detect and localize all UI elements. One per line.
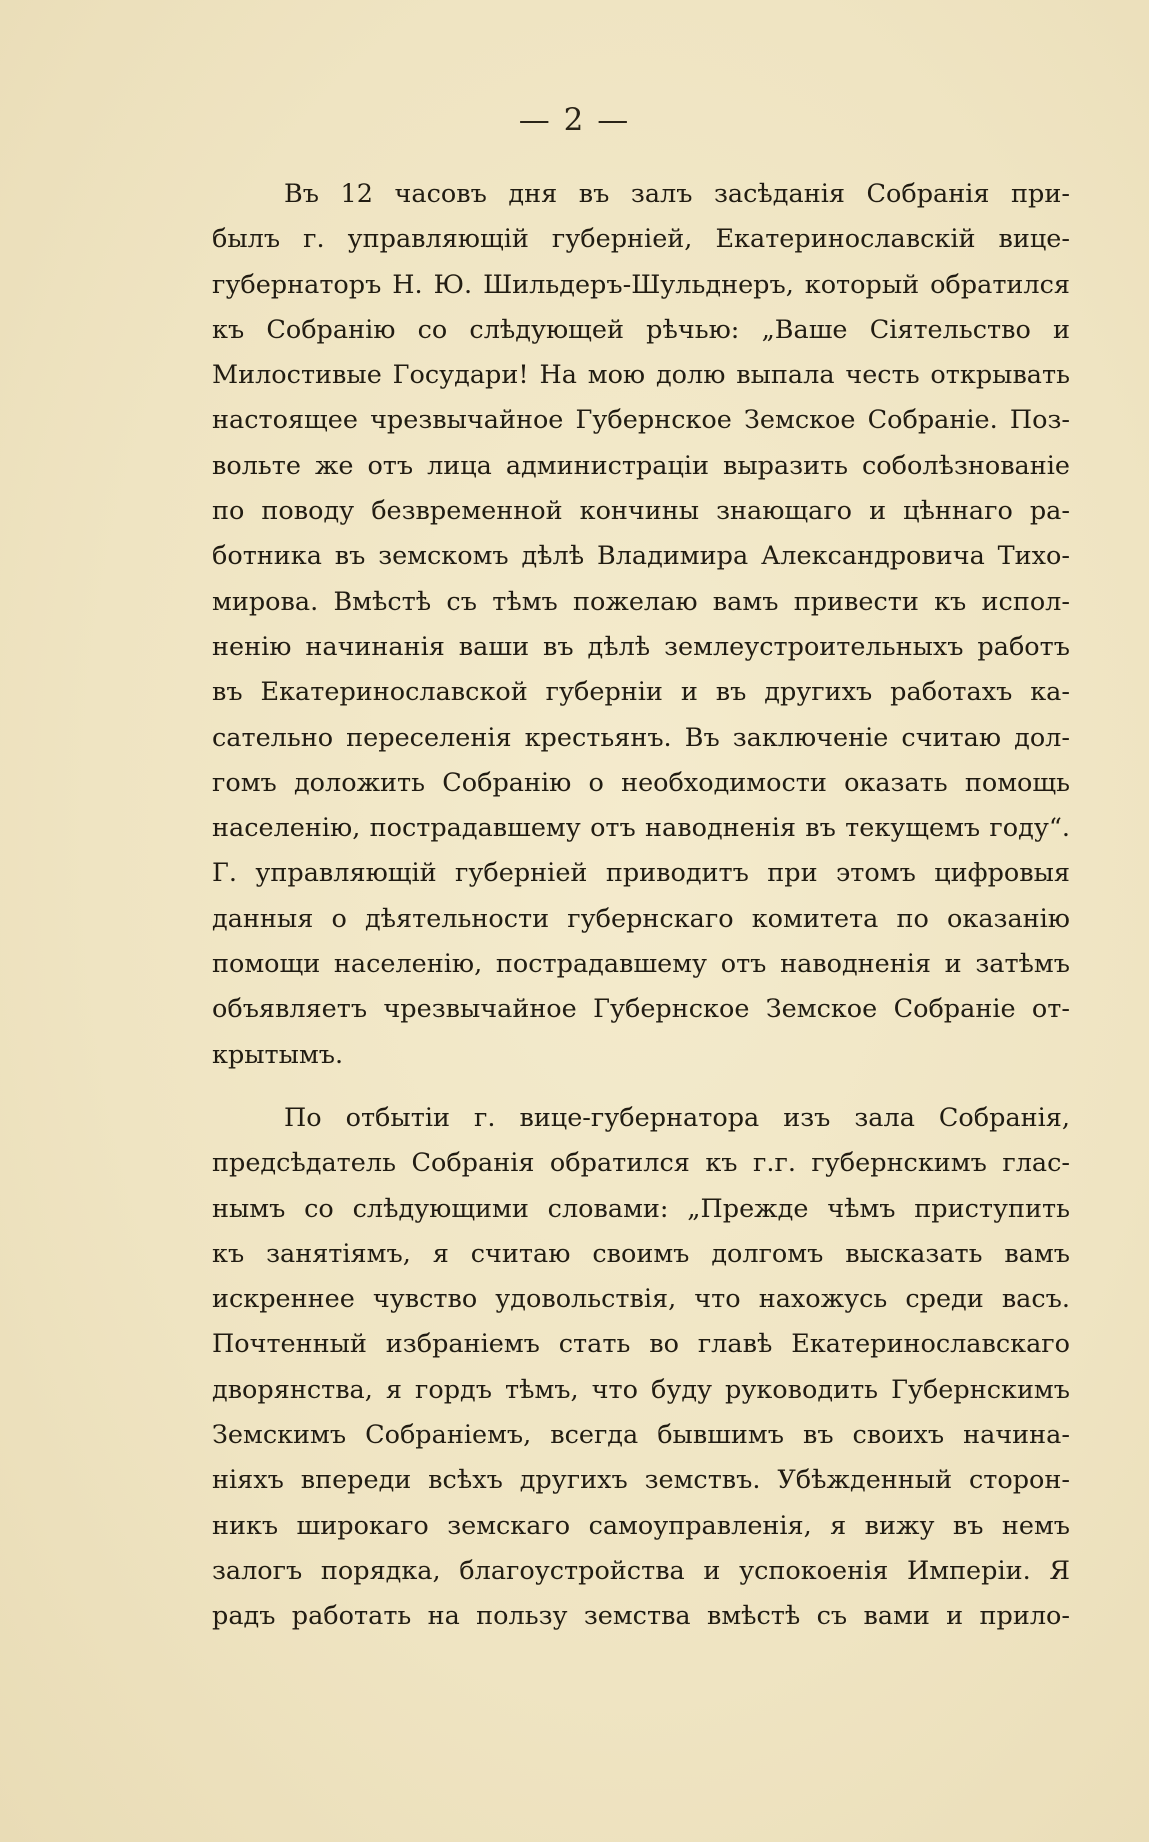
text-line: Земскимъ Собраніемъ, всегда бывшимъ въ своихъ начина-	[212, 1420, 1070, 1451]
text-line: ніяхъ впереди всѣхъ другихъ земствъ. Убѣжденный сторон-	[212, 1465, 1070, 1496]
text-line: вольте же отъ лица администраціи выразить соболѣзнованіе	[212, 450, 1070, 481]
text-line: ботника въ земскомъ дѣлѣ Владимира Александровича Тихо-	[212, 541, 1070, 572]
text-line: населенію, пострадавшему отъ наводненія въ текущемъ году“.	[212, 813, 1070, 844]
text-line: по поводу безвременной кончины знающаго и цѣннаго ра-	[212, 496, 1070, 527]
text-line: былъ г. управляющій губерніей, Екатеринославскій вице-	[212, 224, 1070, 255]
text-line: данныя о дѣятельности губернскаго комитета по оказанію	[212, 903, 1070, 934]
text-line: ненію начинанія ваши въ дѣлѣ землеустроительныхъ работъ	[212, 631, 1070, 662]
text-line: объявляетъ чрезвычайное Губернское Земское Собраніе от-	[212, 994, 1070, 1025]
text-line: никъ широкаго земскаго самоуправленія, я вижу въ немъ	[212, 1510, 1070, 1541]
text-line: въ Екатеринославской губерніи и въ другихъ работахъ ка-	[212, 677, 1070, 708]
text-line: помощи населенію, пострадавшему отъ наводненія и затѣмъ	[212, 949, 1070, 980]
text-line: Почтенный избраніемъ стать во главѣ Екатеринославскаго	[212, 1329, 1070, 1360]
text-line: предсѣдатель Собранія обратился къ г.г. губернскимъ глас-	[212, 1148, 1070, 1179]
text-line: настоящее чрезвычайное Губернское Земское Собраніе. Поз-	[212, 405, 1070, 436]
text-line: мирова. Вмѣстѣ съ тѣмъ пожелаю вамъ привести къ испол-	[212, 586, 1070, 617]
text-line: нымъ со слѣдующими словами: „Прежде чѣмъ приступить	[212, 1193, 1070, 1224]
paragraph-2	[212, 1096, 1070, 1640]
text-line: губернаторъ Н. Ю. Шильдеръ-Шульднеръ, который обратился	[212, 269, 1070, 300]
text-line: искреннее чувство удовольствія, что нахожусь среди васъ.	[212, 1284, 1070, 1315]
paragraph-gap	[212, 1078, 1070, 1096]
text-line: Г. управляющій губерніей приводитъ при этомъ цифровыя	[212, 858, 1070, 889]
text-line: сательно переселенія крестьянъ. Въ заключеніе считаю дол-	[212, 722, 1070, 753]
page-number: — 2 —	[518, 102, 631, 138]
text-line: къ Собранію со слѣдующей рѣчью: „Ваше Сіятельство и	[212, 314, 1070, 345]
body-text	[212, 172, 1070, 1640]
paragraph-1	[212, 172, 1070, 1078]
text-line: дворянства, я гордъ тѣмъ, что буду руководить Губернскимъ	[212, 1374, 1070, 1405]
text-line: гомъ доложить Собранію о необходимости оказать помощь	[212, 767, 1070, 798]
text-line: радъ работать на пользу земства вмѣстѣ съ вами и прило-	[212, 1601, 1070, 1632]
text-line: крытымъ.	[212, 1039, 344, 1070]
text-line: Милостивые Государи! На мою долю выпала честь открывать	[212, 360, 1070, 391]
text-line: По отбытіи г. вице-губернатора изъ зала Собранія,	[284, 1102, 1070, 1133]
text-line: къ занятіямъ, я считаю своимъ долгомъ высказать вамъ	[212, 1238, 1070, 1269]
text-line: Въ 12 часовъ дня въ залъ засѣданія Собранія при-	[284, 179, 1070, 209]
text-line: залогъ порядка, благоустройства и успокоенія Имперіи. Я	[212, 1555, 1070, 1586]
